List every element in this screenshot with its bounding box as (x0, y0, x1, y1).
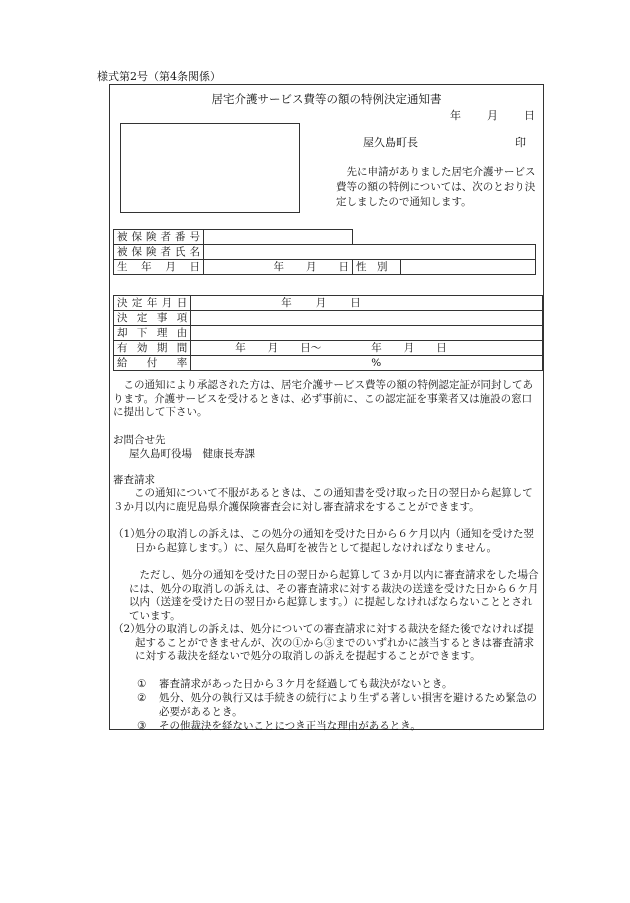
review-intro: この通知について不服があるときは、この通知書を受け取った日の翌日から起算して３か月以内に鹿児島県介護保険審査会に対し審査請求をすることができます。 (113, 487, 533, 513)
list-item (113, 528, 539, 555)
valid-period-value (191, 341, 543, 356)
sex-label: 性 別 (356, 260, 401, 274)
item-text: 処分の取消しの訴えは、この処分の通知を受けた日から６ケ月以内（通知を受けた翌日から起算します。）に、屋久島町を被告として提起しなければなりません。 (135, 528, 534, 554)
table-row (114, 311, 543, 326)
inquiry-contact: 屋久島町役場 健康長寿課 (129, 448, 255, 460)
decision-date-label: 決定年月日 (114, 296, 191, 311)
review-heading: 審査請求 (113, 474, 155, 486)
insured-number-value (204, 230, 353, 245)
table-row (114, 356, 543, 371)
item-text: 処分の取消しの訴えは、処分についての審査請求に対する裁決を経た後でなければ提起することができませんが、次の①から③までのいずれかに該当するときは審査請求に対する裁決を経ないで処分の取消しの訴えを提起することができます。 (135, 623, 534, 662)
reject-reason-value (191, 326, 543, 341)
table-row (114, 260, 536, 275)
decision-table (113, 295, 543, 371)
table-row (114, 296, 543, 311)
period-from-year-label: 年 (235, 342, 246, 354)
list-item (137, 720, 537, 734)
seal-mark: 印 (515, 136, 526, 149)
valid-period-label: 有効期間 (114, 341, 191, 356)
benefit-rate-value (191, 356, 543, 371)
table-row (114, 245, 536, 260)
issue-date (450, 107, 535, 123)
period-to-day-label: 日 (436, 342, 447, 354)
birth-day-label: 日 (338, 261, 349, 273)
birth-month-label: 月 (306, 261, 317, 273)
benefit-rate-unit: % (371, 357, 382, 369)
table-row (114, 341, 543, 356)
table-row (114, 326, 543, 341)
period-to-year-label: 年 (371, 342, 382, 354)
insured-name-value (204, 245, 536, 260)
decision-year-label: 年 (281, 297, 292, 309)
item-number: （1） (113, 528, 141, 540)
approval-text: この通知により承認された方は、居宅介護サービス費等の額の特例認定証が同封してあります。介護サービスを受けるときは、必ず事前に、この認定証を事業者又は施設の窓口に提出して下さい。 (113, 379, 533, 418)
decision-date-value (191, 296, 543, 311)
table-row (114, 230, 536, 245)
list-item (137, 692, 537, 719)
subitem-text: 処分、処分の執行又は手続きの続行により生ずる著しい損害を避けるため緊急の必要があるとき。 (159, 692, 537, 718)
insured-table (113, 229, 536, 275)
list-item (137, 678, 537, 692)
decision-matter-value (191, 311, 543, 326)
item-number: （2） (113, 623, 141, 635)
issue-month-label: 月 (487, 109, 498, 122)
period-from-day-label: 日～ (300, 342, 322, 354)
sex-cell (353, 260, 536, 275)
issue-day-label: 日 (524, 109, 535, 122)
period-from-month-label: 月 (267, 342, 279, 354)
issue-year-label: 年 (450, 109, 461, 122)
document-title: 居宅介護サービス費等の額の特例決定通知書 (211, 92, 442, 106)
subitem-number: ② (137, 692, 147, 704)
address-box (120, 123, 300, 213)
list-item-proviso: ただし、処分の通知を受けた日の翌日から起算して３か月以内に審査請求をした場合には、処分の取消しの訴えは、その審査請求に対する裁決の送達を受けた日から６ケ月以内（送達を受けた日の翌日から起算します。）に提起しなければならないこととされています。 (129, 569, 539, 622)
inquiry-heading: お問合せ先 (113, 434, 166, 446)
subitem-number: ③ (137, 720, 147, 732)
birth-date-label: 生年月日 (114, 260, 204, 275)
benefit-rate-label: 給付率 (114, 356, 191, 371)
insured-number-label: 被保険者番号 (114, 230, 204, 245)
subitem-number: ① (137, 678, 147, 690)
reject-reason-label: 却下理由 (114, 326, 191, 341)
period-to-month-label: 月 (403, 342, 415, 354)
insured-name-label: 被保険者氏名 (114, 245, 204, 260)
notice-frame (109, 84, 544, 730)
form-number: 様式第2号（第4条関係） (97, 70, 221, 83)
list-item (113, 623, 539, 664)
birth-date-value (204, 260, 353, 275)
mayor-name: 屋久島町長 (363, 136, 418, 149)
decision-matter-label: 決定事項 (114, 311, 191, 326)
birth-year-label: 年 (273, 261, 284, 273)
notice-text: 先に申請がありました居宅介護サービス費等の額の特例については、次のとおり決定しましたので通知します。 (336, 166, 536, 208)
subitem-text: その他裁決を経ないことにつき正当な理由があるとき。 (159, 720, 421, 732)
decision-month-label: 月 (315, 297, 327, 309)
decision-day-label: 日 (350, 297, 361, 309)
subitem-text: 審査請求があった日から３ケ月を経過しても裁決がないとき。 (159, 678, 453, 690)
